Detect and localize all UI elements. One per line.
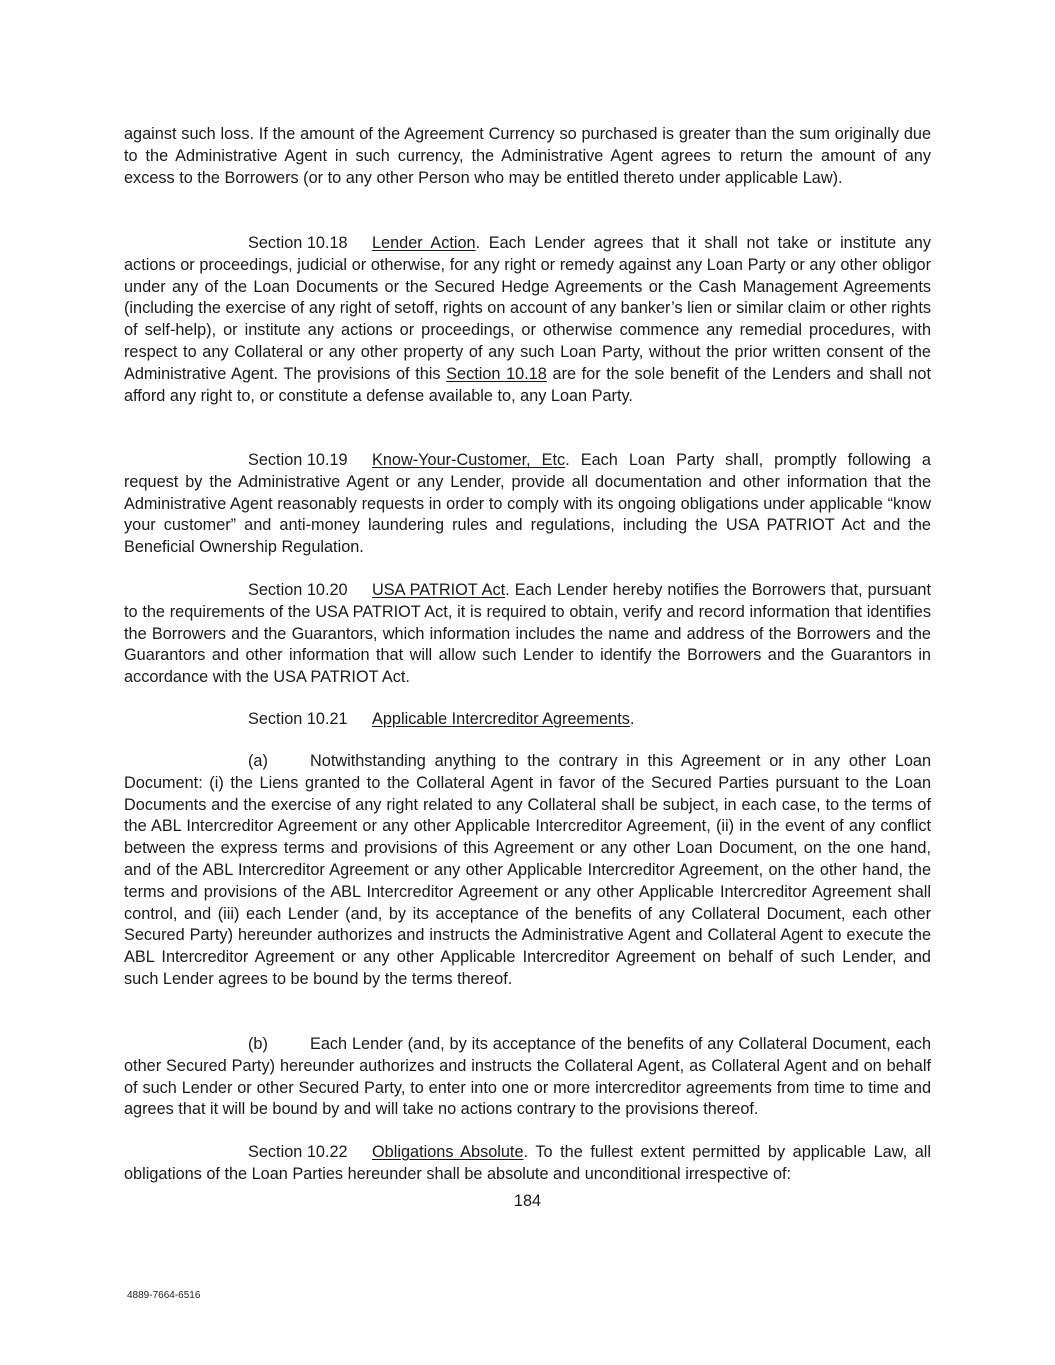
section-10-21-heading [124,709,931,731]
paragraph-intro [124,124,931,189]
section-10-19 [124,450,931,559]
section-10-22 [124,1142,931,1186]
clause-body: Each Lender (and, by its acceptance of the benefits of any Collateral Document, each other Secured Party) hereunder authorizes and instructs the Collateral Agent, as Collateral Agent and on behalf of such Lender or other Secured Party, to enter into one or more intercreditor agreements from time to time and agrees that it will be bound by and will take no actions contrary to the provisions thereof. [124,1035,931,1119]
section-10-21-clause-b [124,1034,931,1121]
page-number: 184 [513,1192,542,1210]
section-body: . To the fullest extent permitted by applicable Law, all obligations of the Loan Parties hereunder shall be absolute and unconditional irrespective of: [124,1143,931,1183]
clause-body: Notwithstanding anything to the contrary in this Agreement or in any other Loan Document: (i) the Liens granted to the Collateral Agent in favor of the Secured Parties pursuant to the Loan Documents and the exercise of any right related to any Collateral shall be subject, in each case, to the terms of the ABL Intercreditor Agreement or any other Applicable Intercreditor Agreement, (ii) in the event of any conflict between the express terms and provisions of this Agreement or any other Loan Document, on the one hand, and of the ABL Intercreditor Agreement or any other Applicable Intercreditor Agreement, on the other hand, the terms and provisions of the ABL Intercreditor Agreement or any other Applicable Intercreditor Agreement shall control, and (iii) each Lender (and, by its acceptance of the benefits of any Collateral Document, each other Secured Party) hereunder authorizes and instructs the Administrative Agent and Collateral Agent to execute the ABL Intercreditor Agreement or any other Applicable Intercreditor Agreement on behalf of such Lender, and such Lender agrees to be bound by the terms thereof. [124,752,931,988]
section-number: Section 10.18 [248,234,348,252]
section-title-end: . [629,710,635,728]
section-title: USA PATRIOT Act [372,581,506,599]
document-id: 4889-7664-6516 [127,1290,201,1301]
section-reference: Section 10.18 [446,364,547,383]
section-number: Section 10.19 [248,451,348,469]
section-title: Obligations Absolute [372,1143,524,1161]
section-10-20 [124,580,931,689]
section-title: Know-Your-Customer, Etc [372,451,566,469]
clause-label: (b) [248,1035,268,1053]
section-body: . Each Lender agrees that it shall not take or institute any actions or proceedings, judicial or otherwise, for any right or remedy against any Loan Party or any other obligor under any of the Loan Documents or the Secured Hedge Agreements or the Cash Management Agreements (including the exercise of any right of setoff, rights on account of any banker’s lien or similar claim or other rights of self-help), or institute any actions or proceedings, or otherwise commence any remedial procedures, with respect to any Collateral or any other property of any such Loan Party, without the prior written consent of the Administrative Agent. The provisions of this [124,234,931,383]
section-body-continued: are for the sole benefit of the Lenders and shall not afford any right to, or constitute a defense available to, any Loan Party. [124,364,931,405]
section-10-18 [124,233,931,407]
section-title: Applicable Intercreditor Agreements [372,710,630,728]
section-body: . Each Loan Party shall, promptly following a request by the Administrative Agent or any Lender, provide all documentation and other information that the Administrative Agent reasonably requests in order to comply with its ongoing obligations under applicable “know your customer” and anti-money laundering rules and regulations, including the USA PATRIOT Act and the Beneficial Ownership Regulation. [124,451,931,557]
paragraph-intro-text: against such loss. If the amount of the Agreement Currency so purchased is greater than the sum originally due to the Administrative Agent in such currency, the Administrative Agent agrees to return the amount of any excess to the Borrowers (or to any other Person who may be entitled thereto under applicable Law). [124,125,931,187]
section-10-21-clause-a [124,751,931,991]
section-number: Section 10.20 [248,581,348,599]
section-number: Section 10.22 [248,1143,348,1161]
section-number: Section 10.21 [248,710,348,728]
clause-label: (a) [248,752,268,770]
section-title: Lender Action [372,234,476,252]
section-body: . Each Lender hereby notifies the Borrowers that, pursuant to the requirements of the USA PATRIOT Act, it is required to obtain, verify and record information that identifies the Borrowers and the Guarantors, which information includes the name and address of the Borrowers and the Guarantors and other information that will allow such Lender to identify the Borrowers and the Guarantors in accordance with the USA PATRIOT Act. [124,581,931,687]
